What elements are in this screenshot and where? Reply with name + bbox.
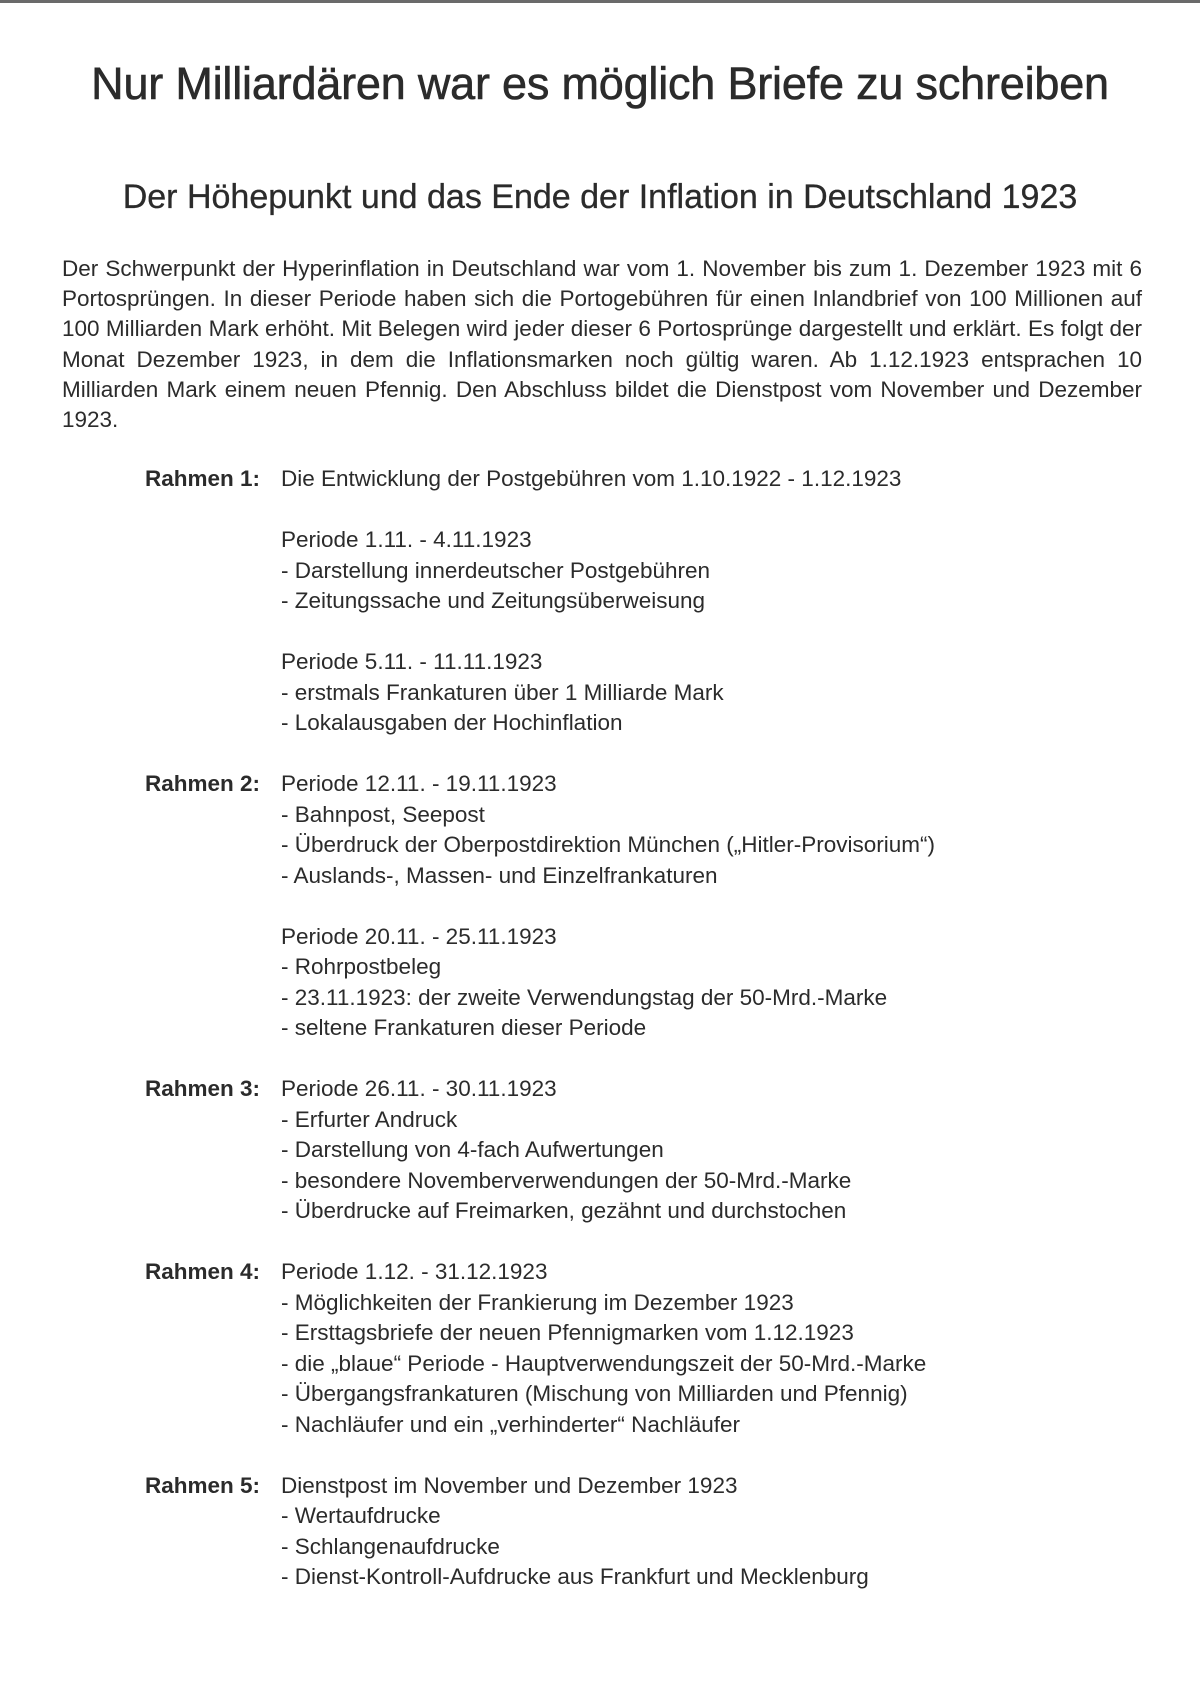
frame-body bbox=[281, 1257, 1200, 1440]
list-item: - Dienst-Kontroll-Aufdrucke aus Frankfurt und Mecklenburg bbox=[281, 1564, 869, 1589]
page-subtitle: Der Höhepunkt und das Ende der Inflation in Deutschland 1923 bbox=[122, 178, 1078, 216]
frame-body bbox=[281, 1471, 1200, 1593]
period-heading: Periode 5.11. - 11.11.1923 bbox=[281, 649, 543, 674]
list-item: - erstmals Frankaturen über 1 Milliarde Mark bbox=[281, 679, 724, 705]
period-block bbox=[281, 1257, 1200, 1440]
frame-section-2 bbox=[0, 769, 1200, 1044]
frame-label: Rahmen 5: bbox=[145, 1472, 261, 1498]
list-item: - Überdruck der Oberpostdirektion München („Hitler-Provisorium“) bbox=[281, 832, 935, 857]
period-block bbox=[281, 647, 1200, 739]
frame-section-5 bbox=[0, 1471, 1200, 1593]
frame-body bbox=[281, 769, 1200, 1044]
list-item: - die „blaue“ Periode - Hauptverwendungszeit der 50-Mrd.-Marke bbox=[281, 1350, 927, 1376]
period-block bbox=[281, 1471, 1200, 1593]
frame-body bbox=[281, 464, 1200, 739]
list-item: - Bahnpost, Seepost bbox=[281, 801, 485, 827]
period-heading: Periode 12.11. - 19.11.1923 bbox=[281, 771, 557, 796]
list-item: - Zeitungssache und Zeitungsüberweisung bbox=[281, 588, 706, 613]
list-item: - Darstellung von 4-fach Aufwertungen bbox=[281, 1137, 664, 1162]
page-title: Nur Milliardären war es möglich Briefe zu schreiben bbox=[91, 58, 1109, 109]
list-item: - Erfurter Andruck bbox=[281, 1106, 458, 1132]
list-item: - Übergangsfrankaturen (Mischung von Milliarden und Pfennig) bbox=[281, 1381, 908, 1406]
frame-label: Rahmen 2: bbox=[145, 771, 261, 796]
period-heading: Periode 1.12. - 31.12.1923 bbox=[281, 1259, 548, 1284]
frame-label: Rahmen 1: bbox=[145, 466, 261, 491]
frame-body bbox=[281, 1074, 1200, 1227]
frame-label: Rahmen 4: bbox=[145, 1259, 261, 1284]
frame-list bbox=[0, 464, 1200, 1593]
period-block bbox=[281, 769, 1200, 891]
period-block bbox=[281, 1074, 1200, 1227]
list-item: - Ersttagsbriefe der neuen Pfennigmarken vom 1.12.1923 bbox=[281, 1320, 854, 1345]
period-block bbox=[281, 464, 1200, 495]
list-item: - Wertaufdrucke bbox=[281, 1503, 441, 1528]
list-item: - Rohrpostbeleg bbox=[281, 954, 442, 979]
list-item: - Möglichkeiten der Frankierung im Dezember 1923 bbox=[281, 1289, 794, 1315]
frame-section-3 bbox=[0, 1074, 1200, 1227]
period-heading: Periode 20.11. - 25.11.1923 bbox=[281, 923, 557, 949]
frame-section-1 bbox=[0, 464, 1200, 739]
period-heading: Periode 26.11. - 30.11.1923 bbox=[281, 1076, 557, 1101]
period-heading: Periode 1.11. - 4.11.1923 bbox=[281, 527, 532, 552]
list-item: - 23.11.1923: der zweite Verwendungstag der 50-Mrd.-Marke bbox=[281, 984, 888, 1010]
period-heading: Dienstpost im November und Dezember 1923 bbox=[281, 1472, 738, 1498]
list-item: - Nachläufer und ein „verhinderter“ Nachläufer bbox=[281, 1411, 740, 1437]
period-block bbox=[281, 922, 1200, 1044]
frame-section-4 bbox=[0, 1257, 1200, 1440]
list-item: - seltene Frankaturen dieser Periode bbox=[281, 1015, 647, 1040]
list-item: - Schlangenaufdrucke bbox=[281, 1533, 500, 1559]
list-item: - Darstellung innerdeutscher Postgebühren bbox=[281, 557, 711, 583]
list-item: - Lokalausgaben der Hochinflation bbox=[281, 710, 623, 735]
period-block bbox=[281, 525, 1200, 617]
page-top-edge bbox=[0, 0, 1200, 3]
intro-paragraph: Der Schwerpunkt der Hyperinflation in Deutschland war vom 1. November bis zum 1. Dezember 1923 mit 6 Portosprüngen. In dieser Periode haben sich die Portogebühren für einen Inlandbrief von 100 Millionen auf 100 Milliarden Mark erhöht. Mit Belegen wird jeder dieser 6 Portosprünge dargestellt und erklärt. Es folgt der Monat Dezember 1923, in dem die Inflationsmarken noch gültig waren. Ab 1.12.1923 entsprachen 10 Milliarden Mark einem neuen Pfennig. Den Abschluss bildet die Dienstpost vom November und Dezember 1923. bbox=[62, 256, 1142, 433]
list-item: - besondere Novemberverwendungen der 50-Mrd.-Marke bbox=[281, 1167, 852, 1193]
frame-label: Rahmen 3: bbox=[145, 1076, 261, 1101]
period-heading: Die Entwicklung der Postgebühren vom 1.10.1922 - 1.12.1923 bbox=[281, 466, 902, 491]
list-item: - Auslands-, Massen- und Einzelfrankaturen bbox=[281, 862, 718, 888]
list-item: - Überdrucke auf Freimarken, gezähnt und durchstochen bbox=[281, 1198, 847, 1223]
